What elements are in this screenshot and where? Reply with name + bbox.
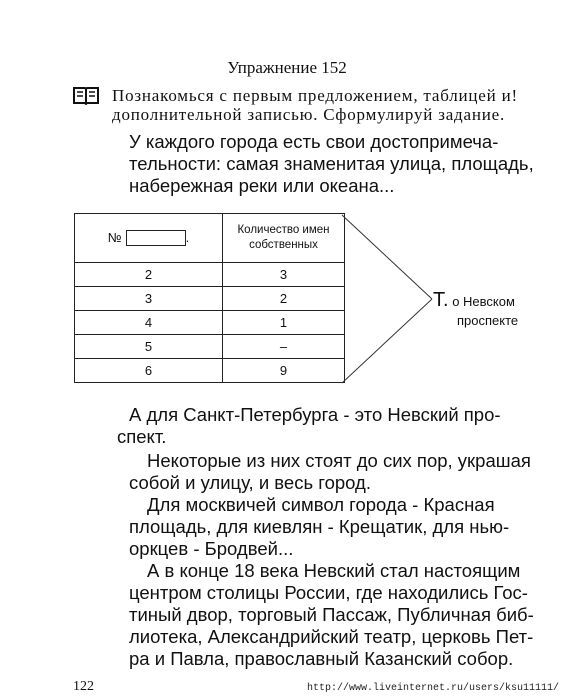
row-number: 6: [75, 359, 223, 383]
table-row: [75, 311, 345, 335]
header-count-line: Количество имен: [237, 224, 330, 236]
side-note-line: проспекте: [457, 313, 519, 328]
table-row: [75, 359, 345, 383]
paragraph-line: центром столицы России, где находились Гос-: [129, 582, 528, 603]
row-count: 2: [223, 287, 345, 311]
header-count-line: собственных: [249, 239, 318, 251]
intro-line: У каждого города есть свои достопримеча-: [129, 131, 499, 152]
paragraph-line: тиный двор, торговый Пассаж, Публичная биб-: [129, 604, 534, 625]
paragraph-line: Некоторые из них стоят до сих пор, украшая: [147, 450, 531, 471]
row-count: 1: [223, 311, 345, 335]
table-row: [75, 335, 345, 359]
paragraph-line: спект.: [117, 426, 167, 447]
row-number: 3: [75, 287, 223, 311]
paragraph-line: лиотека, Александрийский театр, церковь Пет-: [129, 626, 534, 647]
table-row: [75, 287, 345, 311]
intro-line: набережная реки или океана...: [129, 175, 395, 196]
side-note-letter: Т.: [433, 289, 449, 311]
paragraph-moscow: [129, 494, 509, 560]
paragraph-line: площадь, для киевлян - Крещатик, для нью-: [129, 516, 510, 537]
count-table: [74, 213, 345, 383]
page-number: 122: [73, 679, 94, 694]
paragraph-some: [129, 450, 531, 494]
source-url-watermark: http://www.liveinternet.ru/users/ksu11111/: [307, 683, 560, 694]
row-count: 9: [223, 359, 345, 383]
instruction-line-1: Познакомься с первым предложением, таблицей и!: [112, 86, 518, 105]
instruction-line-2: дополнительной записью. Сформулируй задание.: [112, 105, 506, 124]
header-number-cell: № .: [75, 214, 223, 263]
side-note: [433, 291, 518, 330]
paragraph-line: Для москвичей символ города - Красная: [147, 494, 495, 515]
paragraph-end: [129, 560, 534, 670]
exercise-title: Упражнение 152: [227, 58, 347, 77]
row-number: 4: [75, 311, 223, 335]
row-count: 3: [223, 263, 345, 287]
paragraph-line: ра и Павла, православный Казанский собор.: [129, 648, 514, 669]
open-book-icon: [73, 85, 99, 105]
row-number: 2: [75, 263, 223, 287]
intro-paragraph: [129, 131, 534, 197]
intro-line: тельности: самая знаменитая улица, площадь,: [129, 153, 534, 174]
side-note-line: о Невском: [452, 294, 515, 309]
paragraph-nevsky: [117, 404, 501, 448]
paragraph-line: А для Санкт-Петербурга - это Невский про-: [129, 404, 501, 425]
empty-number-box: [126, 230, 186, 246]
header-count-cell: [223, 214, 345, 263]
row-count: –: [223, 335, 345, 359]
paragraph-line: оркцев - Бродвей...: [129, 538, 294, 559]
paragraph-line: А в конце 18 века Невский стал настоящим: [147, 560, 521, 581]
number-sign: №: [107, 229, 122, 245]
row-number: 5: [75, 335, 223, 359]
table-header-row: [75, 214, 345, 263]
table-row: [75, 263, 345, 287]
bracket-wedge-lines: [340, 213, 440, 385]
paragraph-line: собой и улицу, и весь город.: [129, 472, 371, 493]
